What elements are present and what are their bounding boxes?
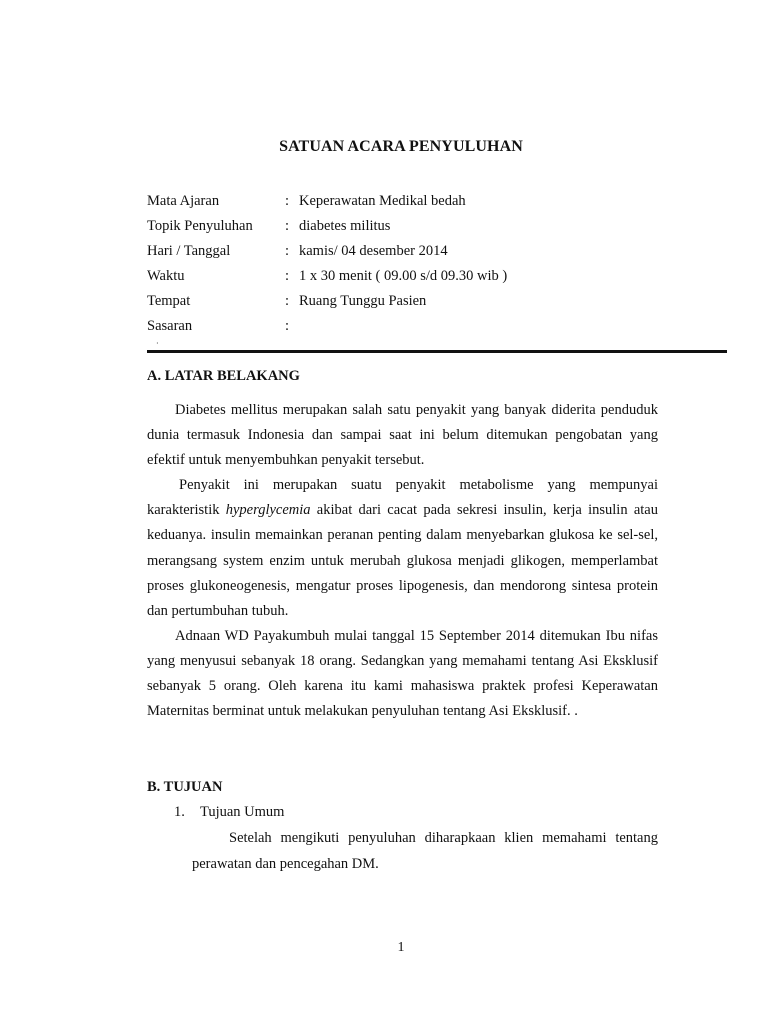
info-colon: : [285, 193, 290, 209]
info-value: kamis/ 04 desember 2014 [299, 243, 448, 259]
info-label: Sasaran [147, 318, 193, 334]
subitem-body [192, 826, 658, 877]
subitem-label: Tujuan Umum [200, 804, 285, 820]
info-value: Ruang Tunggu Pasien [299, 293, 427, 309]
header-divider [147, 350, 727, 353]
info-value: Keperawatan Medikal bedah [299, 193, 466, 209]
info-value: 1 x 30 menit ( 09.00 s/d 09.30 wib ) [299, 268, 508, 284]
subitem-tujuan-umum [174, 804, 284, 821]
text-run: akibat dari cacat pada sekresi insulin, kerja insulin atau keduanya. insulin memainkan peranan penting dalam menyebarkan glukosa ke sel-sel, merangsang system enzim untuk merubah glukosa menjadi glikogen, memperlambat proses glukoneogenesis, mengatur proses lipogenesis, dan mendorong sintesa protein dan pertumbuhan tubuh. [147, 502, 658, 619]
document-title: SATUAN ACARA PENYULUHAN [279, 138, 523, 155]
section-a-body [147, 398, 658, 724]
info-colon: : [285, 218, 290, 234]
paragraph: Adnaan WD Payakumbuh mulai tanggal 15 September 2014 ditemukan Ibu nifas yang menyusui sebanyak 18 orang. Sedangkan yang memahami tentang Asi Eksklusif sebanyak 5 orang. Oleh karena itu kami mahasiswa praktek profesi Keperawatan Maternitas berminat untuk melakukan penyuluhan tentang Asi Eksklusif. . [147, 627, 658, 720]
info-label: Hari / Tanggal [147, 243, 231, 259]
info-colon: : [285, 268, 290, 284]
paragraph: Setelah mengikuti penyuluhan diharapkaan klien memahami tentang perawatan dan pencegahan DM. [192, 830, 658, 872]
info-label: Waktu [147, 268, 185, 284]
page-number: 1 [397, 940, 405, 955]
info-colon: : [285, 318, 290, 334]
text-run: Penyakit ini merupakan suatu penyakit metabolisme yang mempunyai karakteristik [147, 477, 658, 519]
info-label: Mata Ajaran [147, 193, 220, 209]
paragraph [147, 473, 658, 624]
subitem-number: 1. [174, 804, 185, 820]
italic-term: hyperglycemia [225, 502, 311, 519]
stray-dot: · [156, 339, 159, 348]
info-value: diabetes militus [299, 218, 391, 234]
info-colon: : [285, 293, 290, 309]
section-b-heading: B. TUJUAN [147, 779, 223, 795]
paragraph: Diabetes mellitus merupakan salah satu penyakit yang banyak diderita penduduk dunia termasuk Indonesia dan sampai saat ini belum ditemukan pengobatan yang efektif untuk menyembuhkan penyakit tersebut. [147, 402, 658, 469]
info-label: Topik Penyuluhan [147, 218, 253, 234]
info-label: Tempat [147, 293, 191, 309]
info-colon: : [285, 243, 290, 259]
section-a-heading: A. LATAR BELAKANG [147, 368, 300, 384]
